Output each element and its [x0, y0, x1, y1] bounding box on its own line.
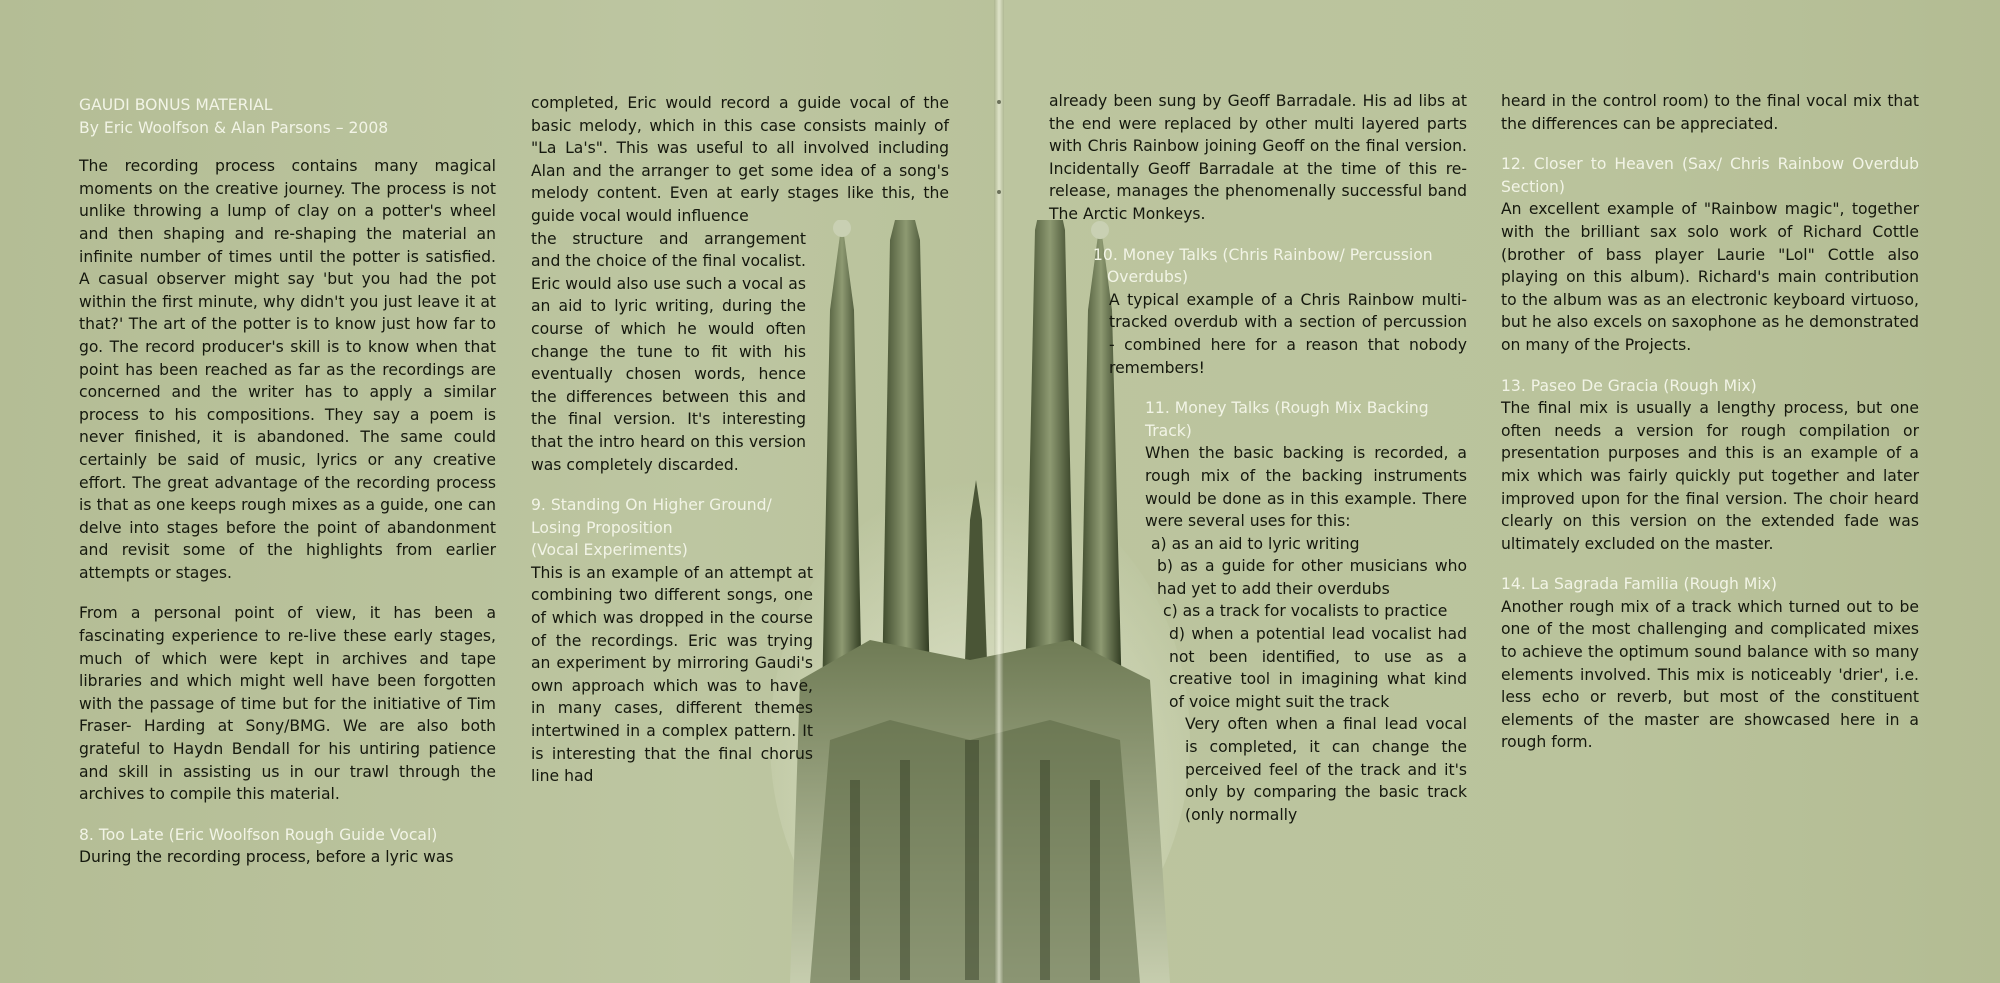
section-heading-9: 9. Standing On Higher Ground/: [531, 496, 772, 515]
paragraph: From a personal point of view, it has been a fascinating experience to re-live these early stages, much of which were kept in archives and tape libraries and which might well have been forgotten with the passage of time but for the initiative of Tim Fraser- Harding at Sony/BMG. We are also both grateful to Haydn Bendall for his untiring patience and skill in assisting us in our trawl through the archives to compile this material.: [79, 604, 496, 804]
paragraph: heard in the control room) to the final vocal mix that the differences can be appreciated.: [1501, 92, 1919, 133]
section-heading-13: 13. Paseo De Gracia (Rough Mix): [1501, 376, 1757, 395]
column-4: [1501, 90, 1919, 772]
paragraph: the structure and arrangement and the choice of the final vocalist. Eric would also use such a vocal as an aid to lyric writing, during the course of which he would often change the tune to fit with his eventually chosen words, hence the differences between this and the final version. It's interesting that the intro heard on this version was completely discarded.: [531, 229, 806, 474]
paragraph: Very often when a final lead vocal is completed, it can change the perceived feel of the track and it's only by comparing the basic track (only normally: [1185, 715, 1467, 824]
section-heading-11: 11. Money Talks (Rough Mix Backing: [1145, 399, 1429, 418]
paragraph: The final mix is usually a lengthy process, but one often needs a version for rough compilation or presentation purposes and this is an example of a mix which was fairly quickly put together and later improved upon for the final version. The choir heard clearly on this version on the extended fade was ultimately excluded on the master.: [1501, 399, 1919, 553]
document-title: GAUDI BONUS MATERIAL: [79, 96, 273, 114]
paragraph: During the recording process, before a lyric was: [79, 848, 454, 867]
section-heading-10-line-2: Overdubs): [1107, 268, 1189, 287]
section-heading-8: 8. Too Late (Eric Woolfson Rough Guide Vocal): [79, 825, 438, 844]
paragraph: The recording process contains many magical moments on the creative journey. The process is not unlike throwing a lump of clay on a potter's wheel and then shaping and re-shaping the material an infinite number of times until the potter is satisfied. A casual observer might say 'but you had the pot within the first minute, why didn't you just leave it at that?' The art of the potter is to know just how far to go. The record producer's skill is to know when that point has been reached as far as the recordings are concerned and the writer has to apply a similar process to his compositions. They say a poem is never finished, it is abandoned. The same could certainly be said of music, lyrics or any creative effort. The great advantage of the recording process is that as one keeps rough mixes as a guide, one can delve into stages before the point of abandonment and revisit some of the highlights from earlier attempts or stages.: [79, 157, 496, 582]
column-2: [531, 92, 949, 788]
column-1: [79, 94, 496, 869]
list-item: a) as an aid to lyric writing: [1151, 534, 1360, 553]
column-3: [1049, 90, 1467, 826]
list-item: d) when a potential lead vocalist had not been identified, to use as a creative tool in imagining what kind of voice might suit the track: [1169, 625, 1467, 711]
list-item: c) as a track for vocalists to practice: [1163, 602, 1448, 621]
paragraph: completed, Eric would record a guide vocal of the basic melody, which in this case consists mainly of "La La's". This was useful to all involved including Alan and the arranger to get some idea of a song's melody content. Even at early stages like this, the guide vocal would influence: [531, 94, 949, 225]
section-heading-12: 12. Closer to Heaven (Sax/ Chris Rainbow Overdub Section): [1501, 155, 1919, 196]
paragraph: already been sung by Geoff Barradale. His ad libs at the end were replaced by other multi layered parts with Chris Rainbow joining Geoff on the final version. Incidentally Geoff Barradale at the time of this re-release, manages the phenomenally successful band The Arctic Monkeys.: [1049, 92, 1467, 223]
section-heading-14: 14. La Sagrada Familia (Rough Mix): [1501, 575, 1777, 594]
section-heading-11-line-2: Track): [1145, 421, 1192, 440]
staple-mark: [997, 190, 1001, 194]
document-byline: By Eric Woolfson & Alan Parsons – 2008: [79, 118, 389, 137]
paragraph: An excellent example of "Rainbow magic", together with the brilliant sax solo work of Richard Cottle (brother of bass player Laurie "Lol" Cottle also playing on this album). Richard's main contribution to the album was as an electronic keyboard virtuoso, but he also excels on saxophone as he demonstrated on many of the Projects.: [1501, 200, 1919, 354]
section-heading-9-line-3: (Vocal Experiments): [531, 541, 688, 560]
paragraph: A typical example of a Chris Rainbow multi-tracked overdub with a section of percussion - combined here for a reason that nobody remembers!: [1109, 290, 1467, 377]
paragraph: This is an example of an attempt at combining two different songs, one of which was dropped in the course of the recordings. Eric was trying an experiment by mirroring Gaudi's own approach which was to have, in many cases, different themes intertwined in a complex pattern. It is interesting that the final chorus line had: [531, 563, 813, 786]
book-spine: [994, 0, 1004, 983]
section-heading-10: 10. Money Talks (Chris Rainbow/ Percussion: [1093, 245, 1433, 264]
section-heading-9-line-2: Losing Proposition: [531, 518, 673, 537]
list-item: b) as a guide for other musicians who had yet to add their overdubs: [1157, 557, 1467, 598]
paragraph: Another rough mix of a track which turned out to be one of the most challenging and complicated mixes to achieve the optimum sound balance with so many elements involved. This mix is noticeably 'drier', i.e. less echo or reverb, but most of the constituent elements of the master are showcased here in a rough form.: [1501, 597, 1919, 752]
paragraph: When the basic backing is recorded, a rough mix of the backing instruments would be done as in this example. There were several uses for this:: [1145, 444, 1467, 531]
staple-mark: [997, 100, 1001, 104]
